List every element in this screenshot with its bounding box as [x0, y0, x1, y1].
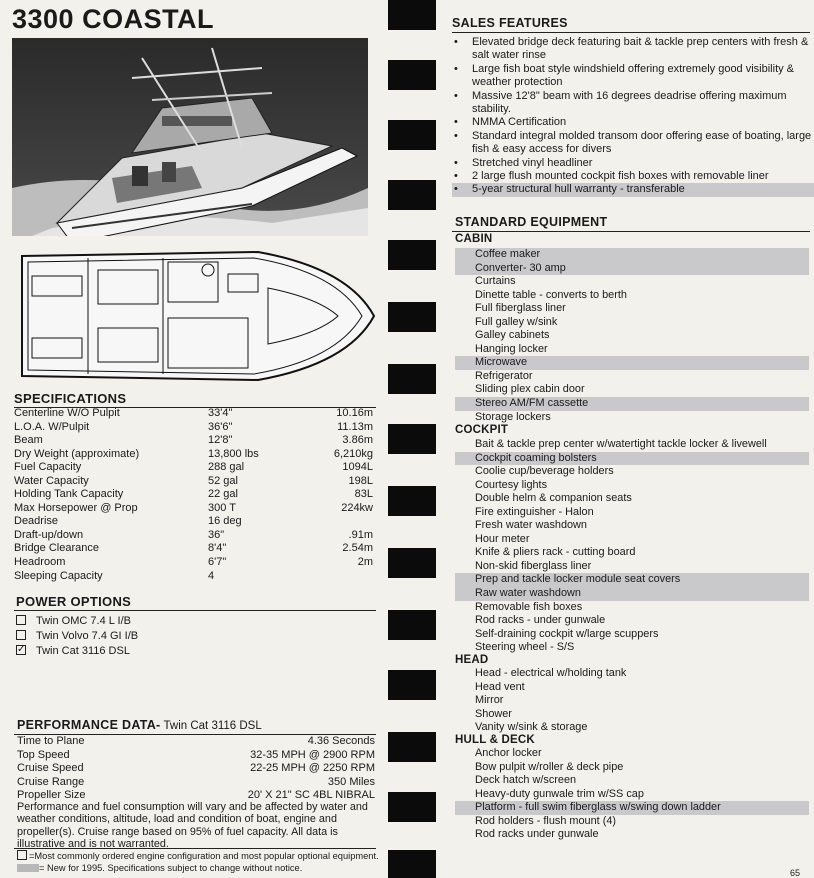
equipment-item: Bow pulpit w/roller & deck pipe	[475, 760, 624, 773]
spec-imperial: 22 gal	[208, 488, 238, 501]
spec-imperial: 52 gal	[208, 474, 238, 487]
specifications-table	[14, 407, 376, 583]
binder-hole	[388, 850, 436, 878]
performance-row	[17, 735, 375, 749]
binder-hole	[388, 670, 436, 700]
equipment-item: Knife & pliers rack - cutting board	[475, 546, 636, 559]
equipment-item: Shower	[475, 707, 512, 720]
equipment-item: Dinette table - converts to berth	[475, 288, 627, 301]
divider	[452, 231, 810, 232]
spec-imperial: 300 T	[208, 501, 236, 514]
cabin-list	[455, 248, 809, 424]
checked-checkbox-icon	[16, 645, 26, 655]
equipment-item: Non-skid fiberglass liner	[475, 559, 592, 572]
equipment-item: Courtesy lights	[475, 478, 548, 491]
spec-metric: 83L	[354, 488, 373, 501]
equipment-item: Hanging locker	[475, 342, 548, 355]
binder-hole	[388, 364, 436, 394]
equipment-item: Rod holders - flush mount (4)	[475, 814, 617, 827]
binder-spine	[384, 0, 440, 878]
equipment-item: Storage lockers	[475, 410, 551, 423]
category-head: HEAD	[455, 654, 489, 666]
performance-label: Propeller Size	[17, 789, 86, 801]
spec-label: Water Capacity	[14, 474, 89, 487]
power-options-heading: POWER OPTIONS	[16, 594, 132, 609]
performance-heading	[17, 718, 262, 732]
performance-table	[17, 735, 375, 803]
spec-label: Beam	[14, 434, 43, 447]
spec-row	[14, 556, 376, 570]
sales-features-list	[452, 36, 814, 197]
equipment-item: Refrigerator	[475, 369, 533, 382]
footnote-line	[17, 850, 379, 862]
spec-label: Centerline W/O Pulpit	[14, 407, 120, 419]
spec-label: Draft-up/down	[14, 528, 84, 541]
spec-label: Holding Tank Capacity	[14, 488, 124, 501]
equipment-item: Rod racks - under gunwale	[475, 614, 606, 627]
equipment-item: Rod racks under gunwale	[475, 828, 599, 841]
performance-label: Top Speed	[17, 748, 70, 761]
spec-metric: 1094L	[342, 461, 373, 474]
equipment-item: Sliding plex cabin door	[475, 383, 585, 396]
spec-imperial: 36"	[208, 528, 225, 541]
equipment-item: Double helm & companion seats	[475, 492, 632, 505]
spec-imperial: 4	[208, 569, 215, 582]
divider	[14, 610, 376, 611]
binder-hole	[388, 120, 436, 150]
spec-label: Bridge Clearance	[14, 542, 99, 555]
performance-label: Cruise Speed	[17, 762, 84, 774]
power-option-label: Twin Volvo 7.4 GI I/B	[36, 630, 139, 642]
sales-feature: • Stretched vinyl headliner	[452, 157, 814, 170]
hull-deck-list	[455, 747, 809, 842]
head-list	[455, 667, 809, 735]
binder-hole	[388, 0, 436, 30]
page-number: 65	[790, 868, 801, 878]
equipment-item: Fire extinguisher - Halon	[475, 505, 594, 518]
equipment-item: Self-draining cockpit w/large scuppers	[475, 627, 659, 640]
spec-row	[14, 461, 376, 475]
equipment-item-new: Stereo AM/FM cassette	[455, 397, 809, 411]
equipment-item: Fresh water washdown	[475, 519, 587, 532]
equipment-item: Heavy-duty gunwale trim w/SS cap	[475, 787, 644, 800]
spec-row	[14, 407, 376, 421]
spec-imperial: 288 gal	[208, 461, 245, 474]
binder-hole	[388, 302, 436, 332]
category-hull-deck: HULL & DECK	[455, 734, 535, 746]
spec-imperial: 12'8"	[208, 434, 233, 447]
power-option-label: Twin OMC 7.4 L I/B	[36, 615, 131, 627]
spec-imperial: 13,800 lbs	[208, 447, 259, 460]
performance-value: 32-35 MPH @ 2900 RPM	[250, 748, 375, 761]
equipment-item: Bait & tackle prep center w/watertight tackle locker & livewell	[475, 438, 767, 450]
power-options-list	[16, 614, 138, 659]
binder-hole	[388, 60, 436, 90]
equipment-item: Full fiberglass liner	[475, 302, 566, 315]
performance-label: Time to Plane	[17, 735, 85, 747]
performance-row	[17, 776, 375, 790]
spec-metric: 2.54m	[342, 542, 373, 555]
equipment-item-new: Cockpit coaming bolsters	[455, 452, 809, 466]
sales-feature: • Elevated bridge deck featuring bait & tackle prep centers with fresh & salt water rinse	[452, 36, 814, 63]
performance-label: Cruise Range	[17, 775, 85, 788]
equipment-item: Head - electrical w/holding tank	[475, 667, 627, 679]
deck-plan-drawing	[18, 248, 378, 384]
performance-title: PERFORMANCE DATA-	[17, 718, 161, 732]
performance-value: 4.36 Seconds	[307, 735, 375, 747]
sales-feature: • 2 large flush mounted cockpit fish boxes with removable liner	[452, 170, 814, 183]
equipment-item-new: Converter- 30 amp	[455, 262, 809, 276]
spec-imperial: 8'4"	[208, 542, 227, 555]
sales-feature-new: • 5-year structural hull warranty - transferable	[452, 183, 814, 196]
spec-imperial: 16 deg	[208, 515, 242, 528]
spec-metric: 2m	[357, 556, 373, 569]
spec-imperial: 33'4"	[208, 407, 233, 419]
footnote-text: =Most commonly ordered engine configuration and most popular optional equipment.	[29, 851, 379, 861]
power-option	[16, 644, 138, 659]
binder-hole	[388, 610, 436, 640]
equipment-item: Anchor locker	[475, 747, 542, 759]
equipment-item: Curtains	[475, 275, 516, 288]
performance-value: 22-25 MPH @ 2250 RPM	[250, 762, 375, 774]
spec-row	[14, 570, 376, 584]
footnote	[17, 850, 379, 874]
equipment-item: Full galley w/sink	[475, 315, 558, 328]
page-title: 3300 COASTAL	[12, 4, 215, 34]
binder-hole	[388, 240, 436, 270]
footnote-line	[17, 862, 379, 874]
performance-disclaimer: Performance and fuel consumption will vary and be affected by water and weather conditions, altitude, load and condition of boat, engine and propeller(s). Cruise range based on 95% of fuel capacity. All data is illustrative and is not warranted.	[17, 801, 368, 851]
equipment-item-new: Platform - full swim fiberglass w/swing down ladder	[455, 801, 809, 815]
spec-row	[14, 475, 376, 489]
performance-value: 350 Miles	[327, 775, 375, 788]
sales-feature: • Standard integral molded transom door offering ease of boating, large fish & easy access for divers	[452, 130, 814, 157]
sales-feature: • Large fish boat style windshield offering extremely good visibility & weather protection	[452, 63, 814, 90]
equipment-item-new: Coffee maker	[455, 248, 809, 262]
equipment-item: Galley cabinets	[475, 329, 550, 342]
binder-hole	[388, 792, 436, 822]
spec-row	[14, 448, 376, 462]
spec-label: Dry Weight (approximate)	[14, 447, 140, 460]
spec-label: Fuel Capacity	[14, 461, 82, 474]
spec-row	[14, 502, 376, 516]
spec-label: Deadrise	[14, 515, 59, 528]
equipment-item-new: Raw water washdown	[455, 587, 809, 601]
spec-label: Max Horsepower @ Prop	[14, 501, 138, 514]
spec-imperial: 6'7"	[208, 556, 227, 569]
performance-subtitle: Twin Cat 3116 DSL	[163, 720, 262, 732]
performance-value: 20' X 21" SC 4BL NIBRAL	[247, 789, 375, 801]
binder-hole	[388, 548, 436, 578]
binder-hole	[388, 486, 436, 516]
equipment-item: Vanity w/sink & storage	[475, 721, 588, 734]
gray-swatch-icon	[17, 864, 39, 872]
spec-row	[14, 434, 376, 448]
spec-row	[14, 515, 376, 529]
power-option-label: Twin Cat 3116 DSL	[36, 645, 130, 657]
power-option	[16, 629, 138, 644]
equipment-item: Coolie cup/beverage holders	[475, 465, 614, 478]
checked-checkbox-icon	[17, 850, 27, 860]
spec-metric: 198L	[348, 474, 373, 487]
boat-photo-drawing	[12, 38, 368, 236]
equipment-item: Mirror	[475, 694, 504, 707]
cockpit-list	[455, 438, 809, 655]
spec-metric: 6,210kg	[333, 447, 373, 460]
equipment-item: Head vent	[475, 680, 525, 693]
spec-metric: .91m	[348, 528, 373, 541]
equipment-item: Hour meter	[475, 532, 530, 545]
spec-row	[14, 488, 376, 502]
equipment-item: Removable fish boxes	[475, 600, 583, 613]
divider	[452, 32, 810, 33]
spec-metric: 11.13m	[337, 420, 373, 433]
spec-row	[14, 542, 376, 556]
spec-label: L.O.A. W/Pulpit	[14, 420, 90, 433]
category-cabin: CABIN	[455, 233, 493, 245]
spec-row	[14, 529, 376, 543]
standard-equipment-heading: STANDARD EQUIPMENT	[455, 215, 608, 229]
spec-metric: 224kw	[341, 501, 373, 514]
checkbox-icon	[16, 630, 26, 640]
equipment-item-new: Microwave	[455, 356, 809, 370]
performance-row	[17, 762, 375, 776]
boat-photo	[12, 38, 368, 236]
equipment-item: Deck hatch w/screen	[475, 774, 577, 787]
spec-label: Sleeping Capacity	[14, 569, 103, 582]
spec-metric: 3.86m	[342, 434, 373, 447]
power-option	[16, 614, 138, 629]
binder-hole	[388, 732, 436, 762]
spec-row	[14, 421, 376, 435]
footnote-text: = New for 1995. Specifications subject to change without notice.	[39, 863, 303, 873]
sales-feature: • Massive 12'8" beam with 16 degrees deadrise offering maximum stability.	[452, 90, 814, 117]
spec-metric: 10.16m	[336, 407, 373, 419]
category-cockpit: COCKPIT	[455, 424, 509, 436]
sales-features-heading: SALES FEATURES	[452, 16, 568, 30]
checkbox-icon	[16, 615, 26, 625]
performance-row	[17, 749, 375, 763]
divider	[14, 848, 376, 849]
binder-hole	[388, 180, 436, 210]
equipment-item: Steering wheel - S/S	[475, 641, 575, 654]
specifications-heading: SPECIFICATIONS	[14, 391, 127, 406]
equipment-item-new: Prep and tackle locker module seat covers	[455, 573, 809, 587]
sales-feature: • NMMA Certification	[452, 116, 814, 129]
binder-hole	[388, 424, 436, 454]
spec-label: Headroom	[14, 556, 66, 569]
spec-imperial: 36'6"	[208, 420, 233, 433]
